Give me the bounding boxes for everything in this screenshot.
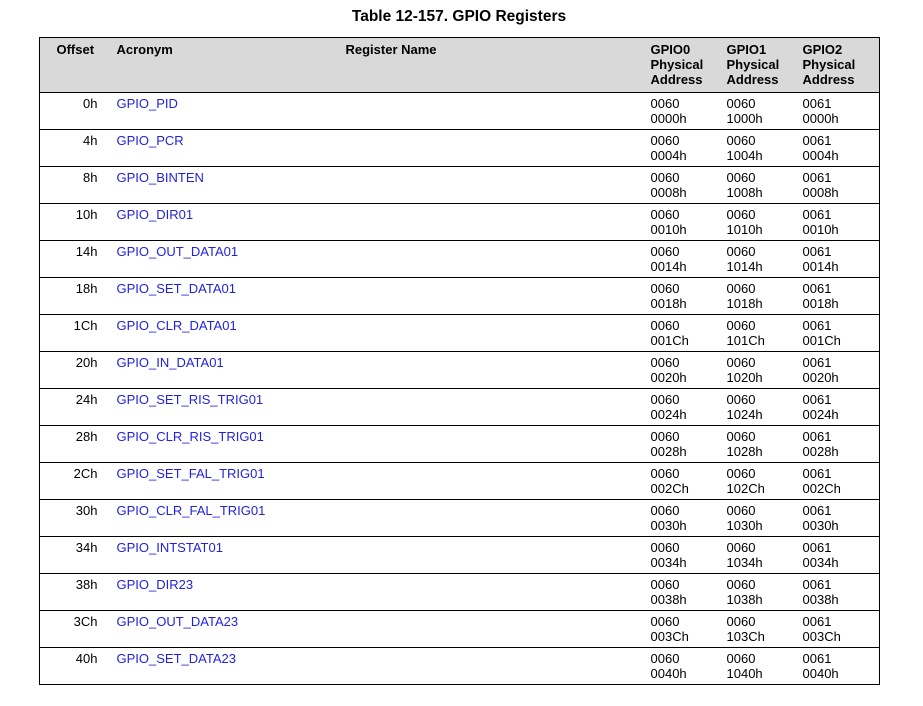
gpio0-address-cell — [645, 574, 721, 611]
gpio2-address-cell — [797, 278, 880, 315]
offset-cell: 40h — [40, 648, 111, 685]
acronym-cell — [111, 611, 340, 648]
address-high: 0060 — [650, 392, 680, 407]
address-high: 0060 — [726, 540, 756, 555]
table-row — [40, 130, 880, 167]
register-name-cell — [340, 500, 645, 537]
acronym-cell — [111, 241, 340, 278]
address-high: 0060 — [650, 429, 680, 444]
gpio1-address-cell — [721, 611, 797, 648]
address-low: 0040h — [802, 666, 839, 681]
address-high: 0061 — [802, 651, 832, 666]
column-header-gpio2-address — [797, 38, 880, 93]
gpio1-address-cell — [721, 574, 797, 611]
register-acronym-link[interactable]: GPIO_CLR_RIS_TRIG01 — [116, 429, 264, 444]
address-low: 0018h — [802, 296, 839, 311]
header-line: Physical — [650, 57, 704, 72]
gpio1-address-cell — [721, 426, 797, 463]
address-high: 0060 — [726, 170, 756, 185]
gpio1-address-cell — [721, 315, 797, 352]
offset-cell: 8h — [40, 167, 111, 204]
acronym-cell — [111, 130, 340, 167]
acronym-cell — [111, 574, 340, 611]
address-high: 0060 — [726, 207, 756, 222]
address-high: 0060 — [726, 133, 756, 148]
column-header-gpio1-address — [721, 38, 797, 93]
header-line: GPIO2 — [802, 42, 843, 57]
register-name-cell — [340, 241, 645, 278]
register-acronym-link[interactable]: GPIO_DIR01 — [116, 207, 194, 222]
gpio0-address-cell — [645, 389, 721, 426]
gpio1-address-cell — [721, 130, 797, 167]
address-low: 0024h — [650, 407, 687, 422]
acronym-cell — [111, 352, 340, 389]
register-name-cell — [340, 537, 645, 574]
gpio0-address-cell — [645, 611, 721, 648]
gpio1-address-cell — [721, 167, 797, 204]
address-high: 0061 — [802, 96, 832, 111]
register-name-cell — [340, 315, 645, 352]
address-high: 0060 — [650, 207, 680, 222]
register-name-cell — [340, 426, 645, 463]
gpio0-address-cell — [645, 463, 721, 500]
register-acronym-link[interactable]: GPIO_DIR23 — [116, 577, 194, 592]
gpio1-address-cell — [721, 93, 797, 130]
table-row — [40, 463, 880, 500]
table-row — [40, 241, 880, 278]
register-name-cell — [340, 204, 645, 241]
column-header-acronym: Acronym — [111, 38, 340, 93]
address-low: 0008h — [650, 185, 687, 200]
table-row — [40, 315, 880, 352]
address-low: 1038h — [726, 592, 763, 607]
acronym-cell — [111, 537, 340, 574]
register-acronym-link[interactable]: GPIO_SET_RIS_TRIG01 — [116, 392, 264, 407]
address-low: 103Ch — [726, 629, 765, 644]
acronym-cell — [111, 389, 340, 426]
offset-cell: 10h — [40, 204, 111, 241]
address-low: 0030h — [650, 518, 687, 533]
table-row — [40, 537, 880, 574]
register-name-cell — [340, 278, 645, 315]
offset-cell: 18h — [40, 278, 111, 315]
acronym-cell — [111, 315, 340, 352]
address-low: 1008h — [726, 185, 763, 200]
address-high: 0060 — [726, 318, 756, 333]
table-row — [40, 389, 880, 426]
register-name-cell — [340, 93, 645, 130]
address-high: 0060 — [726, 614, 756, 629]
address-high: 0060 — [726, 355, 756, 370]
register-name-cell — [340, 463, 645, 500]
address-high: 0060 — [726, 96, 756, 111]
offset-cell: 28h — [40, 426, 111, 463]
address-high: 0061 — [802, 429, 832, 444]
gpio2-address-cell — [797, 241, 880, 278]
acronym-cell — [111, 463, 340, 500]
address-high: 0061 — [802, 355, 832, 370]
table-body — [40, 93, 880, 685]
address-low: 0004h — [650, 148, 687, 163]
address-low: 0040h — [650, 666, 687, 681]
offset-cell: 34h — [40, 537, 111, 574]
address-high: 0061 — [802, 244, 832, 259]
address-high: 0060 — [726, 392, 756, 407]
register-acronym-link[interactable]: GPIO_PCR — [116, 133, 184, 148]
gpio2-address-cell — [797, 426, 880, 463]
table-row — [40, 278, 880, 315]
column-header-gpio0-address — [645, 38, 721, 93]
acronym-cell — [111, 426, 340, 463]
address-high: 0061 — [802, 170, 832, 185]
acronym-cell — [111, 648, 340, 685]
address-low: 0030h — [802, 518, 839, 533]
address-high: 0060 — [726, 466, 756, 481]
header-line: GPIO0 — [650, 42, 691, 57]
address-low: 0000h — [802, 111, 839, 126]
address-low: 0020h — [802, 370, 839, 385]
header-line: Address — [726, 72, 779, 87]
register-name-cell — [340, 130, 645, 167]
gpio1-address-cell — [721, 500, 797, 537]
address-high: 0061 — [802, 466, 832, 481]
gpio0-address-cell — [645, 500, 721, 537]
address-low: 0008h — [802, 185, 839, 200]
gpio0-address-cell — [645, 241, 721, 278]
address-low: 102Ch — [726, 481, 765, 496]
register-acronym-link[interactable]: GPIO_BINTEN — [116, 170, 204, 185]
gpio1-address-cell — [721, 278, 797, 315]
table-caption: Table 12-157. GPIO Registers — [351, 8, 567, 25]
header-line: GPIO1 — [726, 42, 767, 57]
address-low: 0020h — [650, 370, 687, 385]
address-high: 0060 — [650, 577, 680, 592]
acronym-cell — [111, 204, 340, 241]
address-high: 0061 — [802, 577, 832, 592]
address-low: 001Ch — [650, 333, 689, 348]
address-low: 0028h — [802, 444, 839, 459]
register-name-cell — [340, 611, 645, 648]
address-high: 0061 — [802, 392, 832, 407]
address-high: 0060 — [650, 614, 680, 629]
register-name-cell — [340, 389, 645, 426]
gpio0-address-cell — [645, 204, 721, 241]
address-low: 002Ch — [802, 481, 841, 496]
gpio2-address-cell — [797, 93, 880, 130]
address-high: 0060 — [726, 577, 756, 592]
address-low: 0034h — [650, 555, 687, 570]
gpio0-address-cell — [645, 352, 721, 389]
table-row — [40, 500, 880, 537]
offset-cell: 3Ch — [40, 611, 111, 648]
register-acronym-link[interactable]: GPIO_OUT_DATA23 — [116, 614, 239, 629]
address-high: 0060 — [726, 281, 756, 296]
register-acronym-link[interactable]: GPIO_SET_DATA23 — [116, 651, 236, 666]
acronym-cell — [111, 167, 340, 204]
register-acronym-link[interactable]: GPIO_CLR_DATA01 — [116, 318, 237, 333]
table-row — [40, 204, 880, 241]
address-high: 0061 — [802, 540, 832, 555]
address-low: 0038h — [650, 592, 687, 607]
gpio2-address-cell — [797, 574, 880, 611]
address-low: 101Ch — [726, 333, 765, 348]
gpio0-address-cell — [645, 426, 721, 463]
address-high: 0060 — [650, 281, 680, 296]
table-row — [40, 574, 880, 611]
gpio0-address-cell — [645, 93, 721, 130]
address-low: 0000h — [650, 111, 687, 126]
table-row — [40, 167, 880, 204]
acronym-cell — [111, 500, 340, 537]
address-high: 0060 — [650, 170, 680, 185]
address-low: 1034h — [726, 555, 763, 570]
gpio1-address-cell — [721, 648, 797, 685]
address-high: 0060 — [726, 651, 756, 666]
address-low: 1028h — [726, 444, 763, 459]
address-low: 0010h — [802, 222, 839, 237]
address-low: 0024h — [802, 407, 839, 422]
table-row — [40, 611, 880, 648]
address-low: 0014h — [650, 259, 687, 274]
offset-cell: 14h — [40, 241, 111, 278]
gpio2-address-cell — [797, 130, 880, 167]
header-line: Physical — [726, 57, 780, 72]
gpio2-address-cell — [797, 463, 880, 500]
gpio2-address-cell — [797, 500, 880, 537]
address-low: 1014h — [726, 259, 763, 274]
address-low: 0018h — [650, 296, 687, 311]
header-line: Physical — [802, 57, 856, 72]
offset-cell: 2Ch — [40, 463, 111, 500]
gpio1-address-cell — [721, 463, 797, 500]
gpio1-address-cell — [721, 241, 797, 278]
register-acronym-link[interactable]: GPIO_SET_FAL_TRIG01 — [116, 466, 265, 481]
gpio1-address-cell — [721, 389, 797, 426]
address-low: 1004h — [726, 148, 763, 163]
register-name-cell — [340, 167, 645, 204]
offset-cell: 20h — [40, 352, 111, 389]
gpio0-address-cell — [645, 315, 721, 352]
table-row — [40, 352, 880, 389]
register-acronym-link[interactable]: GPIO_PID — [116, 96, 178, 111]
address-low: 1040h — [726, 666, 763, 681]
gpio0-address-cell — [645, 130, 721, 167]
address-high: 0060 — [650, 540, 680, 555]
gpio2-address-cell — [797, 611, 880, 648]
address-low: 1010h — [726, 222, 763, 237]
address-high: 0061 — [802, 318, 832, 333]
address-high: 0060 — [650, 503, 680, 518]
address-low: 003Ch — [802, 629, 841, 644]
offset-cell: 38h — [40, 574, 111, 611]
address-low: 1030h — [726, 518, 763, 533]
gpio2-address-cell — [797, 537, 880, 574]
address-low: 0010h — [650, 222, 687, 237]
table-row — [40, 93, 880, 130]
address-low: 0004h — [802, 148, 839, 163]
register-acronym-link[interactable]: GPIO_SET_DATA01 — [116, 281, 236, 296]
gpio2-address-cell — [797, 352, 880, 389]
register-name-cell — [340, 352, 645, 389]
address-high: 0060 — [650, 318, 680, 333]
column-header-offset: Offset — [40, 38, 111, 93]
register-acronym-link[interactable]: GPIO_IN_DATA01 — [116, 355, 224, 370]
table-row — [40, 426, 880, 463]
address-low: 0038h — [802, 592, 839, 607]
gpio2-address-cell — [797, 315, 880, 352]
address-high: 0061 — [802, 133, 832, 148]
table-header-row — [40, 38, 880, 93]
table-row — [40, 648, 880, 685]
address-low: 001Ch — [802, 333, 841, 348]
offset-cell: 24h — [40, 389, 111, 426]
address-low: 0028h — [650, 444, 687, 459]
address-low: 1024h — [726, 407, 763, 422]
register-acronym-link[interactable]: GPIO_INTSTAT01 — [116, 540, 223, 555]
gpio1-address-cell — [721, 204, 797, 241]
address-low: 1018h — [726, 296, 763, 311]
address-high: 0060 — [650, 244, 680, 259]
address-high: 0061 — [802, 503, 832, 518]
register-acronym-link[interactable]: GPIO_CLR_FAL_TRIG01 — [116, 503, 266, 518]
gpio0-address-cell — [645, 167, 721, 204]
acronym-cell — [111, 278, 340, 315]
gpio0-address-cell — [645, 648, 721, 685]
address-high: 0060 — [650, 355, 680, 370]
offset-cell: 4h — [40, 130, 111, 167]
address-high: 0060 — [726, 244, 756, 259]
gpio2-address-cell — [797, 389, 880, 426]
header-line: Address — [802, 72, 855, 87]
address-high: 0060 — [650, 466, 680, 481]
address-low: 1020h — [726, 370, 763, 385]
address-low: 002Ch — [650, 481, 689, 496]
address-high: 0060 — [650, 96, 680, 111]
address-high: 0061 — [802, 614, 832, 629]
offset-cell: 0h — [40, 93, 111, 130]
register-name-cell — [340, 574, 645, 611]
address-high: 0061 — [802, 207, 832, 222]
address-high: 0060 — [726, 429, 756, 444]
address-low: 003Ch — [650, 629, 689, 644]
register-name-cell — [340, 648, 645, 685]
gpio2-address-cell — [797, 167, 880, 204]
gpio2-address-cell — [797, 648, 880, 685]
column-header-register-name: Register Name — [340, 38, 645, 93]
gpio0-address-cell — [645, 278, 721, 315]
gpio1-address-cell — [721, 537, 797, 574]
address-low: 0034h — [802, 555, 839, 570]
address-low: 0014h — [802, 259, 839, 274]
header-line: Address — [650, 72, 703, 87]
acronym-cell — [111, 93, 340, 130]
gpio2-address-cell — [797, 204, 880, 241]
gpio1-address-cell — [721, 352, 797, 389]
register-acronym-link[interactable]: GPIO_OUT_DATA01 — [116, 244, 239, 259]
offset-cell: 1Ch — [40, 315, 111, 352]
address-high: 0060 — [726, 503, 756, 518]
gpio-registers-table — [39, 37, 880, 685]
address-low: 1000h — [726, 111, 763, 126]
offset-cell: 30h — [40, 500, 111, 537]
address-high: 0060 — [650, 651, 680, 666]
address-high: 0060 — [650, 133, 680, 148]
address-high: 0061 — [802, 281, 832, 296]
gpio0-address-cell — [645, 537, 721, 574]
